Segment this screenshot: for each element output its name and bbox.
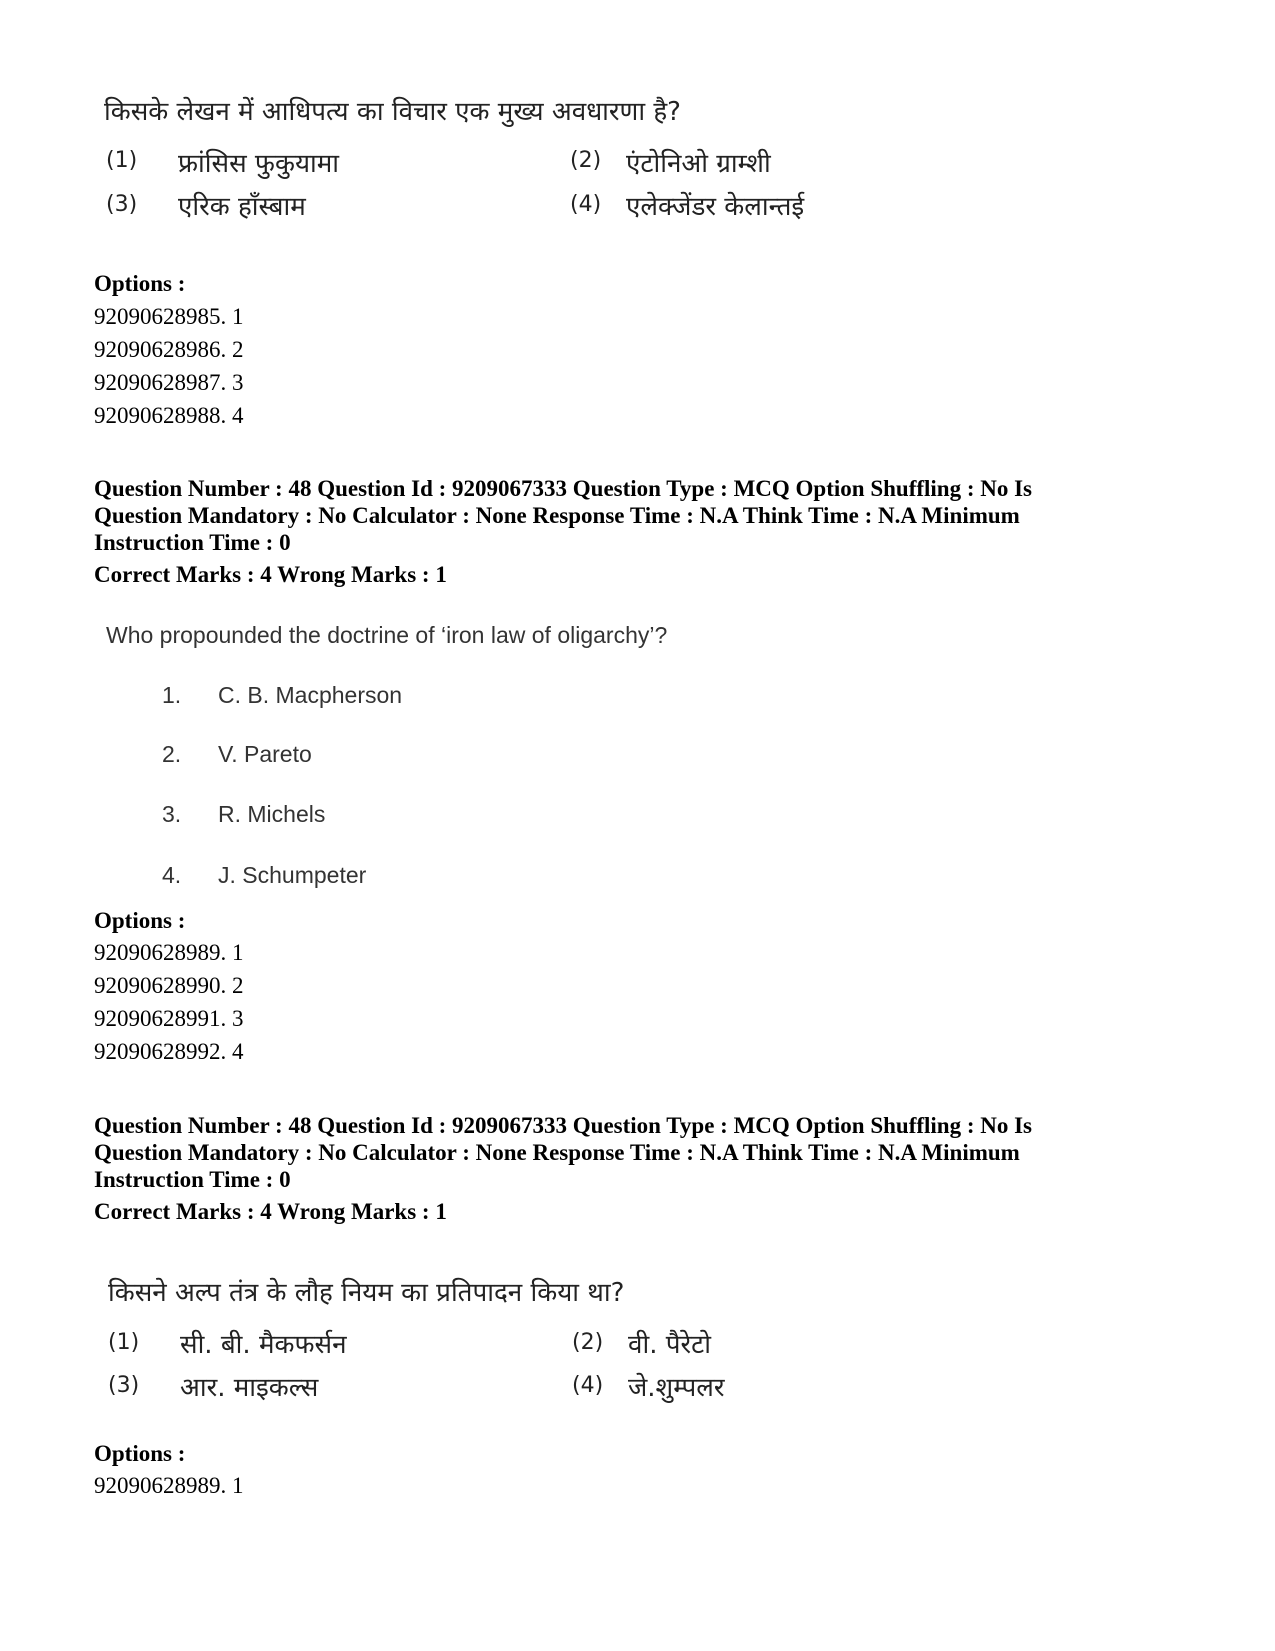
hindi-q1-option-2-text: एंटोनिओ ग्राम्शी [626,149,771,179]
english-question-text: Who propounded the doctrine of ‘iron law of oligarchy’? [106,622,668,648]
english-option-4-number: 4. [162,862,182,888]
hindi-q1-option-1-text: फ्रांसिस फुकुयामा [178,149,340,179]
english-option-1-number: 1. [162,682,182,708]
options-label-2: Options : [94,908,186,933]
question-meta-line: Question Mandatory : No Calculator : None Response Time : N.A Think Time : N.A Minimum [94,1140,1020,1165]
option-id: 92090628985. 1 [94,304,244,329]
hindi-q1-option-1-number: (1) [106,148,138,173]
english-option-3-text: R. Michels [218,801,326,827]
english-option-2-number: 2. [162,741,182,767]
question-meta-line: Question Mandatory : No Calculator : None Response Time : N.A Think Time : N.A Minimum [94,503,1020,528]
option-id-list-1 [94,300,244,432]
option-id-list-3 [94,1469,244,1502]
option-id: 92090628987. 3 [94,370,244,395]
hindi-question-1-text: किसके लेखन में आधिपत्य का विचार एक मुख्य अवधारणा है? [104,97,681,127]
hindi-q2-option-3-text: आर. माइकल्स [180,1373,319,1403]
english-option-2-text: V. Pareto [218,741,312,767]
hindi-q2-option-2-number: (2) [572,1330,604,1355]
marks-line-3: Correct Marks : 4 Wrong Marks : 1 [94,1199,447,1224]
option-id: 92090628989. 1 [94,940,244,965]
option-id: 92090628986. 2 [94,337,244,362]
option-id: 92090628991. 3 [94,1006,244,1031]
marks-line-2: Correct Marks : 4 Wrong Marks : 1 [94,562,447,587]
hindi-q1-option-2-number: (2) [570,148,602,173]
hindi-q1-option-3-number: (3) [106,192,138,217]
hindi-q2-option-1-number: (1) [108,1330,140,1355]
options-label-1: Options : [94,271,186,296]
options-label-3: Options : [94,1441,186,1466]
hindi-q2-option-1-text: सी. बी. मैकफर्सन [180,1330,347,1360]
hindi-q1-option-4-number: (4) [570,192,602,217]
option-id: 92090628992. 4 [94,1039,244,1064]
english-option-4-text: J. Schumpeter [218,862,367,888]
option-id: 92090628989. 1 [94,1473,244,1498]
question-meta-3 [94,1112,1184,1193]
hindi-q1-option-4-text: एलेक्जेंडर केलान्तई [626,192,805,222]
english-option-3-number: 3. [162,801,182,827]
hindi-q2-option-4-number: (4) [572,1373,604,1398]
question-meta-line: Instruction Time : 0 [94,530,291,555]
hindi-question-2-text: किसने अल्प तंत्र के लौह नियम का प्रतिपादन किया था? [108,1278,625,1308]
question-meta-line: Instruction Time : 0 [94,1167,291,1192]
hindi-q2-option-3-number: (3) [108,1373,140,1398]
hindi-q1-option-3-text: एरिक हॉंस्बाम [178,192,306,222]
question-meta-line: Question Number : 48 Question Id : 9209067333 Question Type : MCQ Option Shuffling : No Is [94,1113,1033,1138]
hindi-q2-option-4-text: जे.शुम्पलर [628,1373,725,1403]
option-id: 92090628988. 4 [94,403,244,428]
hindi-q2-option-2-text: वी. पैरेटो [628,1330,711,1360]
question-meta-2 [94,475,1184,556]
option-id: 92090628990. 2 [94,973,244,998]
question-meta-line: Question Number : 48 Question Id : 9209067333 Question Type : MCQ Option Shuffling : No Is [94,476,1033,501]
option-id-list-2 [94,936,244,1068]
english-option-1-text: C. B. Macpherson [218,682,403,708]
